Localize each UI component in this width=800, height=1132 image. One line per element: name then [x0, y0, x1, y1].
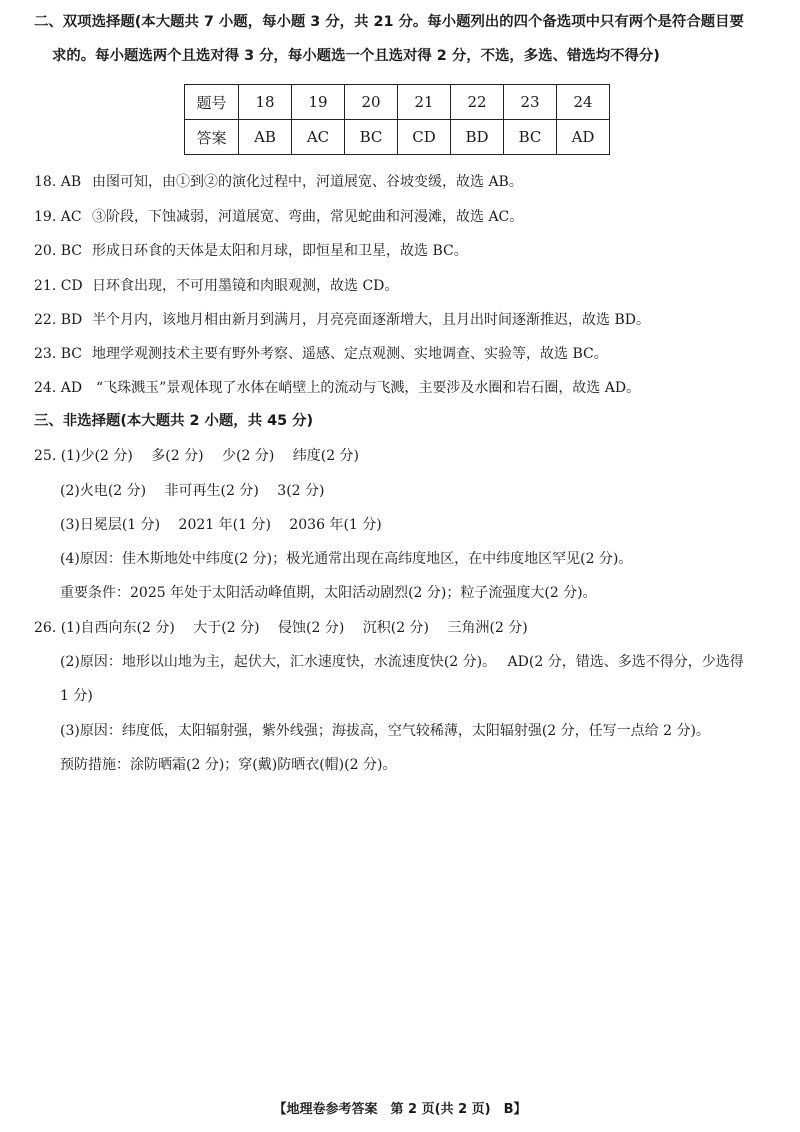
- explanation-number: 23. BC: [34, 346, 82, 362]
- explanation-item: [34, 276, 398, 296]
- question-number-cell: 20: [345, 85, 398, 120]
- answer-cell: AD: [557, 120, 610, 155]
- answer-cell: AB: [239, 120, 292, 155]
- q25-line4: (4)原因：佳木斯地处中纬度(2 分)；极光通常出现在高纬度地区，在中纬度地区罕见(2 分)。: [60, 551, 633, 567]
- explanation-item: [34, 172, 523, 192]
- explanation-text: 由图可知，由①到②的演化过程中，河道展宽、谷坡变缓，故选 AB。: [92, 174, 523, 190]
- explanation-number: 18. AB: [34, 174, 82, 190]
- q26-line5: 预防措施：涂防晒霜(2 分)；穿(戴)防晒衣(帽)(2 分)。: [60, 757, 397, 773]
- explanation-text: 形成日环食的天体是太阳和月球，即恒星和卫星，故选 BC。: [92, 243, 468, 259]
- answer-table-number-row: [185, 85, 610, 120]
- q26-line1: 26. (1)自西向东(2 分) 大于(2 分) 侵蚀(2 分) 沉积(2 分) 三角洲(2 分): [34, 620, 528, 636]
- explanation-item: [34, 378, 640, 398]
- table-header-cell: 答案: [185, 120, 239, 155]
- section3-header: 三、非选择题(本大题共 2 小题，共 45 分): [34, 413, 314, 429]
- explanation-number: 22. BD: [34, 312, 83, 328]
- explanation-text: 半个月内，该地月相由新月到满月，月亮亮面逐渐增大，且月出时间逐渐推迟，故选 BD。: [92, 312, 650, 328]
- explanation-item: [34, 310, 650, 330]
- page-footer: 【地理卷参考答案 第 2 页(共 2 页) B】: [273, 1102, 527, 1117]
- q25-line3: (3)日冕层(1 分) 2021 年(1 分) 2036 年(1 分): [60, 517, 382, 533]
- answer-cell: CD: [398, 120, 451, 155]
- explanation-number: 20. BC: [34, 243, 82, 259]
- answer-cell: BC: [345, 120, 398, 155]
- answer-table: [184, 84, 610, 155]
- question-number-cell: 19: [292, 85, 345, 120]
- q26-line2: (2)原因：地形以山地为主，起伏大，汇水速度快，水流速度快(2 分)。 AD(2 分，错选、多选不得分，少选得: [60, 654, 744, 670]
- question-number-cell: 21: [398, 85, 451, 120]
- explanation-item: [34, 344, 608, 364]
- answer-table-answer-row: [185, 120, 610, 155]
- answer-cell: BC: [504, 120, 557, 155]
- question-number-cell: 18: [239, 85, 292, 120]
- q26-line3: 1 分): [60, 688, 93, 704]
- question-number-cell: 22: [451, 85, 504, 120]
- section2-header-line1: 二、双项选择题(本大题共 7 小题，每小题 3 分，共 21 分。每小题列出的四个备选项中只有两个是符合题目要: [34, 14, 744, 30]
- answer-cell: AC: [292, 120, 345, 155]
- explanation-item: [34, 241, 468, 261]
- question-number-cell: 23: [504, 85, 557, 120]
- answer-cell: BD: [451, 120, 504, 155]
- explanation-text: “飞珠溅玉”景观体现了水体在峭壁上的流动与飞溅，主要涉及水圈和岩石圈，故选 AD。: [96, 380, 641, 396]
- section2-header-line2: 求的。每小题选两个且选对得 3 分，每小题选一个且选对得 2 分，不选，多选、错选均不得分): [52, 48, 660, 64]
- q26-line4: (3)原因：纬度低，太阳辐射强，紫外线强；海拔高，空气较稀薄，太阳辐射强(2 分，任写一点给 2 分)。: [60, 723, 710, 739]
- table-header-cell: 题号: [185, 85, 239, 120]
- explanation-text: 日环食出现，不可用墨镜和肉眼观测，故选 CD。: [92, 278, 399, 294]
- explanation-number: 21. CD: [34, 278, 83, 294]
- explanation-text: ③阶段，下蚀减弱，河道展宽、弯曲，常见蛇曲和河漫滩，故选 AC。: [92, 209, 524, 225]
- explanation-item: [34, 207, 523, 227]
- q25-line1: 25. (1)少(2 分) 多(2 分) 少(2 分) 纬度(2 分): [34, 448, 360, 464]
- q25-line5: 重要条件：2025 年处于太阳活动峰值期，太阳活动剧烈(2 分)；粒子流强度大(2 分)。: [60, 585, 597, 601]
- explanation-number: 24. AD: [34, 380, 83, 396]
- q25-line2: (2)火电(2 分) 非可再生(2 分) 3(2 分): [60, 483, 325, 499]
- explanation-text: 地理学观测技术主要有野外考察、遥感、定点观测、实地调查、实验等，故选 BC。: [92, 346, 608, 362]
- explanation-number: 19. AC: [34, 209, 82, 225]
- question-number-cell: 24: [557, 85, 610, 120]
